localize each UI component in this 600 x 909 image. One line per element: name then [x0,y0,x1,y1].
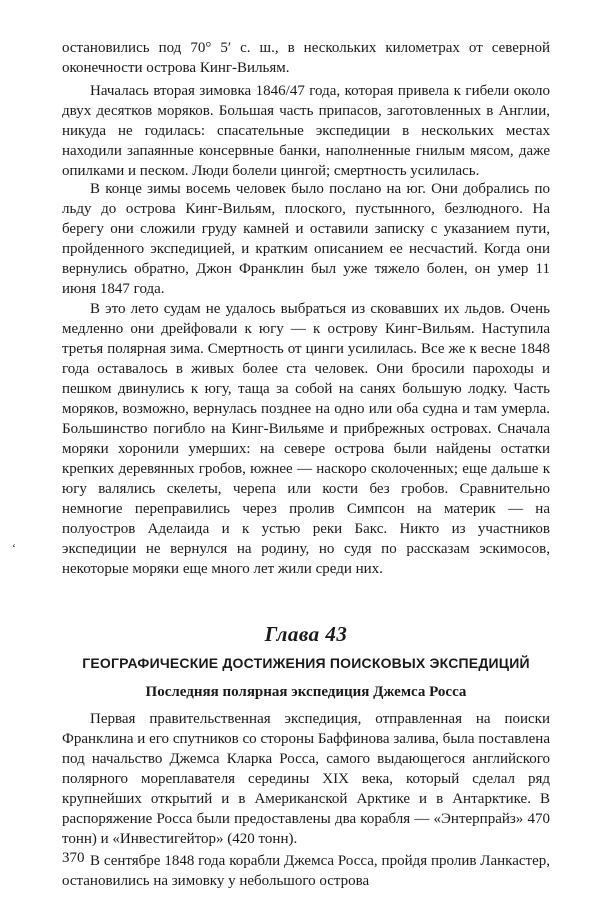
margin-mark: ʻ [12,541,16,555]
section-title: ГЕОГРАФИЧЕСКИЕ ДОСТИЖЕНИЯ ПОИСКОВЫХ ЭКСПЕДИЦИЙ [82,655,530,671]
paragraph-first-expedition: Первая правительственная экспедиция, отправленная на поиски Франклина и его спутников со стороны Баффинова залива, была поставлена под начальство Джемса Кларка Росса, самого выдающегося английского полярного мореплавателя середины XIX века, который сделал ряд крупнейших открытий и в Американской Арктике и в Антарктике. В распоряжение Росса были предоставлены два корабля — «Энтерпрайз» 470 тонн) и «Инвестигейтор» (420 тонн). [62,711,550,847]
paragraph-end-of-winter: В конце зимы восемь человек было послано на юг. Они добрались по льду до острова Кинг-Вильям, плоского, пустынного, безлюдного. На берегу они сложили груду камней и оставили записку с указанием пути, пройденного экспедицией, и кратким описанием ее несчастий. Когда они вернулись обратно, Джон Франклин был уже тяжело болен, он умер 11 июня 1847 года. [62,181,550,297]
page-body [62,38,550,893]
subsection-title: Последняя полярная экспедиция Джемса Росса [145,684,467,700]
chapter-title: Глава 43 [264,622,348,646]
paragraph-third-winter: В это лето судам не удалось выбраться из сковавших их льдов. Очень медленно они дрейфовали к югу — к острову Кинг-Вильям. Наступила третья полярная зима. Смертность от цинги усилилась. Все же к весне 1848 года оставалось в живых более ста человек. Они бросили пароходы и пешком двинулись к югу, таща за собой на санях большую лодку. Часть моряков, возможно, вернулась позднее на одно или оба судна и там умерла. Большинство погибло на Кинг-Вильяме и прибрежных островах. Сначала моряки хоронили умерших: на севере острова были найдены остатки крепких деревянных гробов, южнее — наскоро сколоченных; еще дальше к югу валялись скелеты, черепа или кости без гробов. Сравнительно немногие переправились через пролив Симпсон на материк — на полуостров Аделаида и к устью реки Бакс. Никто из участников экспедиции не вернулся на родину, но судя по рассказам эскимосов, некоторые моряки еще много лет жили среди них. [62,301,550,577]
paragraph-second-wintering: Началась вторая зимовка 1846/47 года, которая привела к гибели около двух десятков моряков. Большая часть припасов, заготовленных в Англии, никуда не годилась: спасательные экспедиции в нескольких местах находили запаянные консервные банки, наполненные гнилым мясом, даже опилками и песком. Люди болели цингой; смертность усилилась. [62,83,550,179]
paragraph-september-1848: В сентябре 1848 года корабли Джемса Росса, пройдя пролив Ланкастер, остановились на зимовку у небольшого острова [62,853,550,889]
page-number: 370 [62,850,85,866]
paragraph-continuation: остановились под 70° 5′ с. ш., в нескольких километрах от северной оконечности острова Кинг-Вильям. [62,40,550,76]
